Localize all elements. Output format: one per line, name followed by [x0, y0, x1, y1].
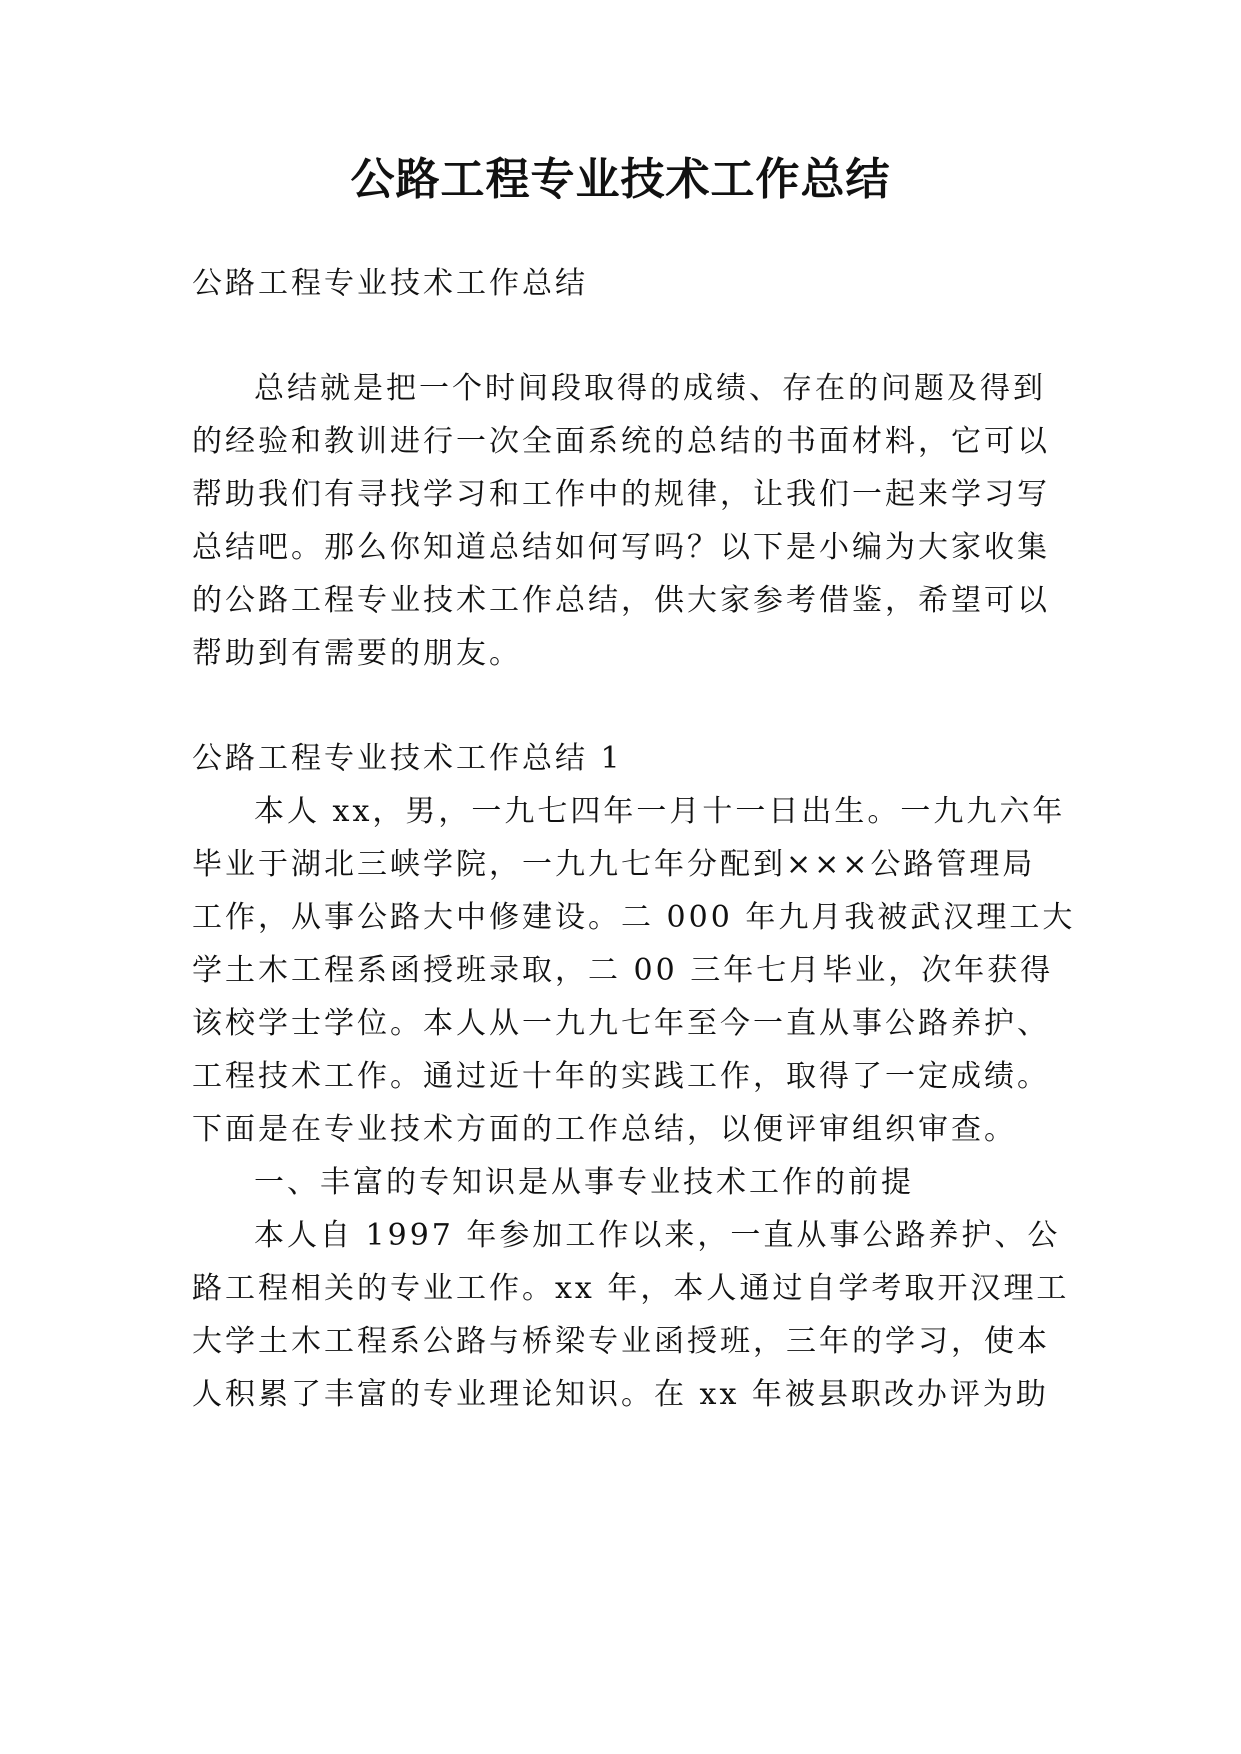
body-line: 工作，从事公路大中修建设。二 000 年九月我被武汉理工大 — [192, 900, 1076, 935]
body-line: 路工程相关的专业工作。xx 年，本人通过自学考取开汉理工 — [192, 1271, 1070, 1306]
body-line: 毕业于湖北三峡学院，一九九七年分配到×××公路管理局 — [192, 847, 1036, 882]
body-line: 学土木工程系函授班录取，二 00 三年七月毕业，次年获得 — [192, 953, 1054, 988]
subsection-heading: 一、丰富的专知识是从事专业技术工作的前提 — [254, 1165, 914, 1200]
section-heading: 公路工程专业技术工作总结 1 — [192, 741, 623, 776]
body-line: 人积累了丰富的专业理论知识。在 xx 年被县职改办评为助 — [192, 1377, 1049, 1412]
intro-line: 的公路工程专业技术工作总结，供大家参考借鉴，希望可以 — [192, 583, 1050, 618]
document-subtitle: 公路工程专业技术工作总结 — [192, 266, 588, 301]
intro-line: 的经验和教训进行一次全面系统的总结的书面材料，它可以 — [192, 424, 1050, 459]
body-line: 大学土木工程系公路与桥梁专业函授班，三年的学习，使本 — [192, 1324, 1050, 1359]
body-line: 本人自 1997 年参加工作以来，一直从事公路养护、公 — [254, 1218, 1061, 1253]
body-line: 工程技术工作。通过近十年的实践工作，取得了一定成绩。 — [192, 1059, 1050, 1094]
body-line: 下面是在专业技术方面的工作总结，以便评审组织审查。 — [192, 1112, 1017, 1147]
document-title: 公路工程专业技术工作总结 — [350, 154, 891, 205]
intro-line: 总结就是把一个时间段取得的成绩、存在的问题及得到 — [254, 371, 1046, 406]
intro-line: 帮助到有需要的朋友。 — [192, 636, 522, 671]
body-line: 该校学士学位。本人从一九九七年至今一直从事公路养护、 — [192, 1006, 1050, 1041]
body-line: 本人 xx，男，一九七四年一月十一日出生。一九九六年 — [254, 794, 1066, 829]
intro-line: 总结吧。那么你知道总结如何写吗？以下是小编为大家收集 — [192, 530, 1050, 565]
intro-line: 帮助我们有寻找学习和工作中的规律，让我们一起来学习写 — [192, 477, 1050, 512]
